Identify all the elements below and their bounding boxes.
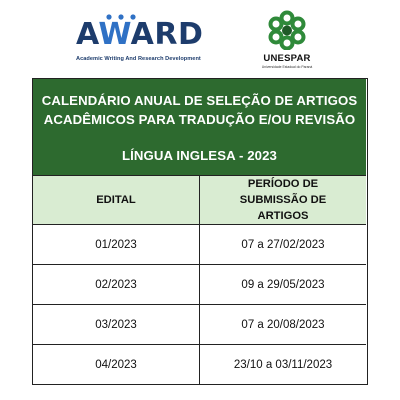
table-row xyxy=(33,224,366,264)
period-cell: 09 a 29/05/2023 xyxy=(199,265,366,304)
table-row xyxy=(33,304,366,344)
award-wordmark xyxy=(76,18,203,52)
edital-cell: 03/2023 xyxy=(95,318,137,331)
award-letters-ard: ARD xyxy=(130,17,204,52)
period-cell: 07 a 27/02/2023 xyxy=(199,225,366,264)
column-header-periodo xyxy=(199,176,366,224)
logo-header xyxy=(0,0,400,78)
edital-cell: 04/2023 xyxy=(95,358,137,371)
banner-title-line-1: CALENDÁRIO ANUAL DE SELEÇÃO DE ARTIGOS xyxy=(41,93,358,108)
period-cell: 23/10 a 03/11/2023 xyxy=(199,345,366,384)
title-banner xyxy=(33,79,366,175)
banner-title-line-2: ACADÊMICOS PARA TRADUÇÃO E/OU REVISÃO xyxy=(43,112,356,127)
award-letter-a: A xyxy=(76,17,99,52)
unespar-logo xyxy=(257,10,317,72)
column-header-periodo-text: PERÍODO DE SUBMISSÃO DE ARTIGOS xyxy=(239,178,327,222)
edital-cell: 02/2023 xyxy=(95,278,137,291)
unespar-emblem-icon xyxy=(267,10,307,50)
award-tagline: Academic Writing And Research Development xyxy=(76,56,201,62)
award-logo xyxy=(76,14,218,66)
edital-cell: 01/2023 xyxy=(95,238,137,251)
table-row xyxy=(33,264,366,304)
period-cell: 07 a 20/08/2023 xyxy=(199,305,366,344)
award-letter-w: W xyxy=(98,17,131,52)
banner-subtitle: LÍNGUA INGLESA - 2023 xyxy=(121,148,277,163)
unespar-subtitle: Universidade Estadual do Paraná xyxy=(261,65,313,69)
column-header-edital: EDITAL xyxy=(96,194,136,206)
table-row xyxy=(33,344,366,384)
table-header xyxy=(33,175,366,224)
calendar-table xyxy=(32,78,368,385)
unespar-name: UNESPAR xyxy=(263,53,311,64)
